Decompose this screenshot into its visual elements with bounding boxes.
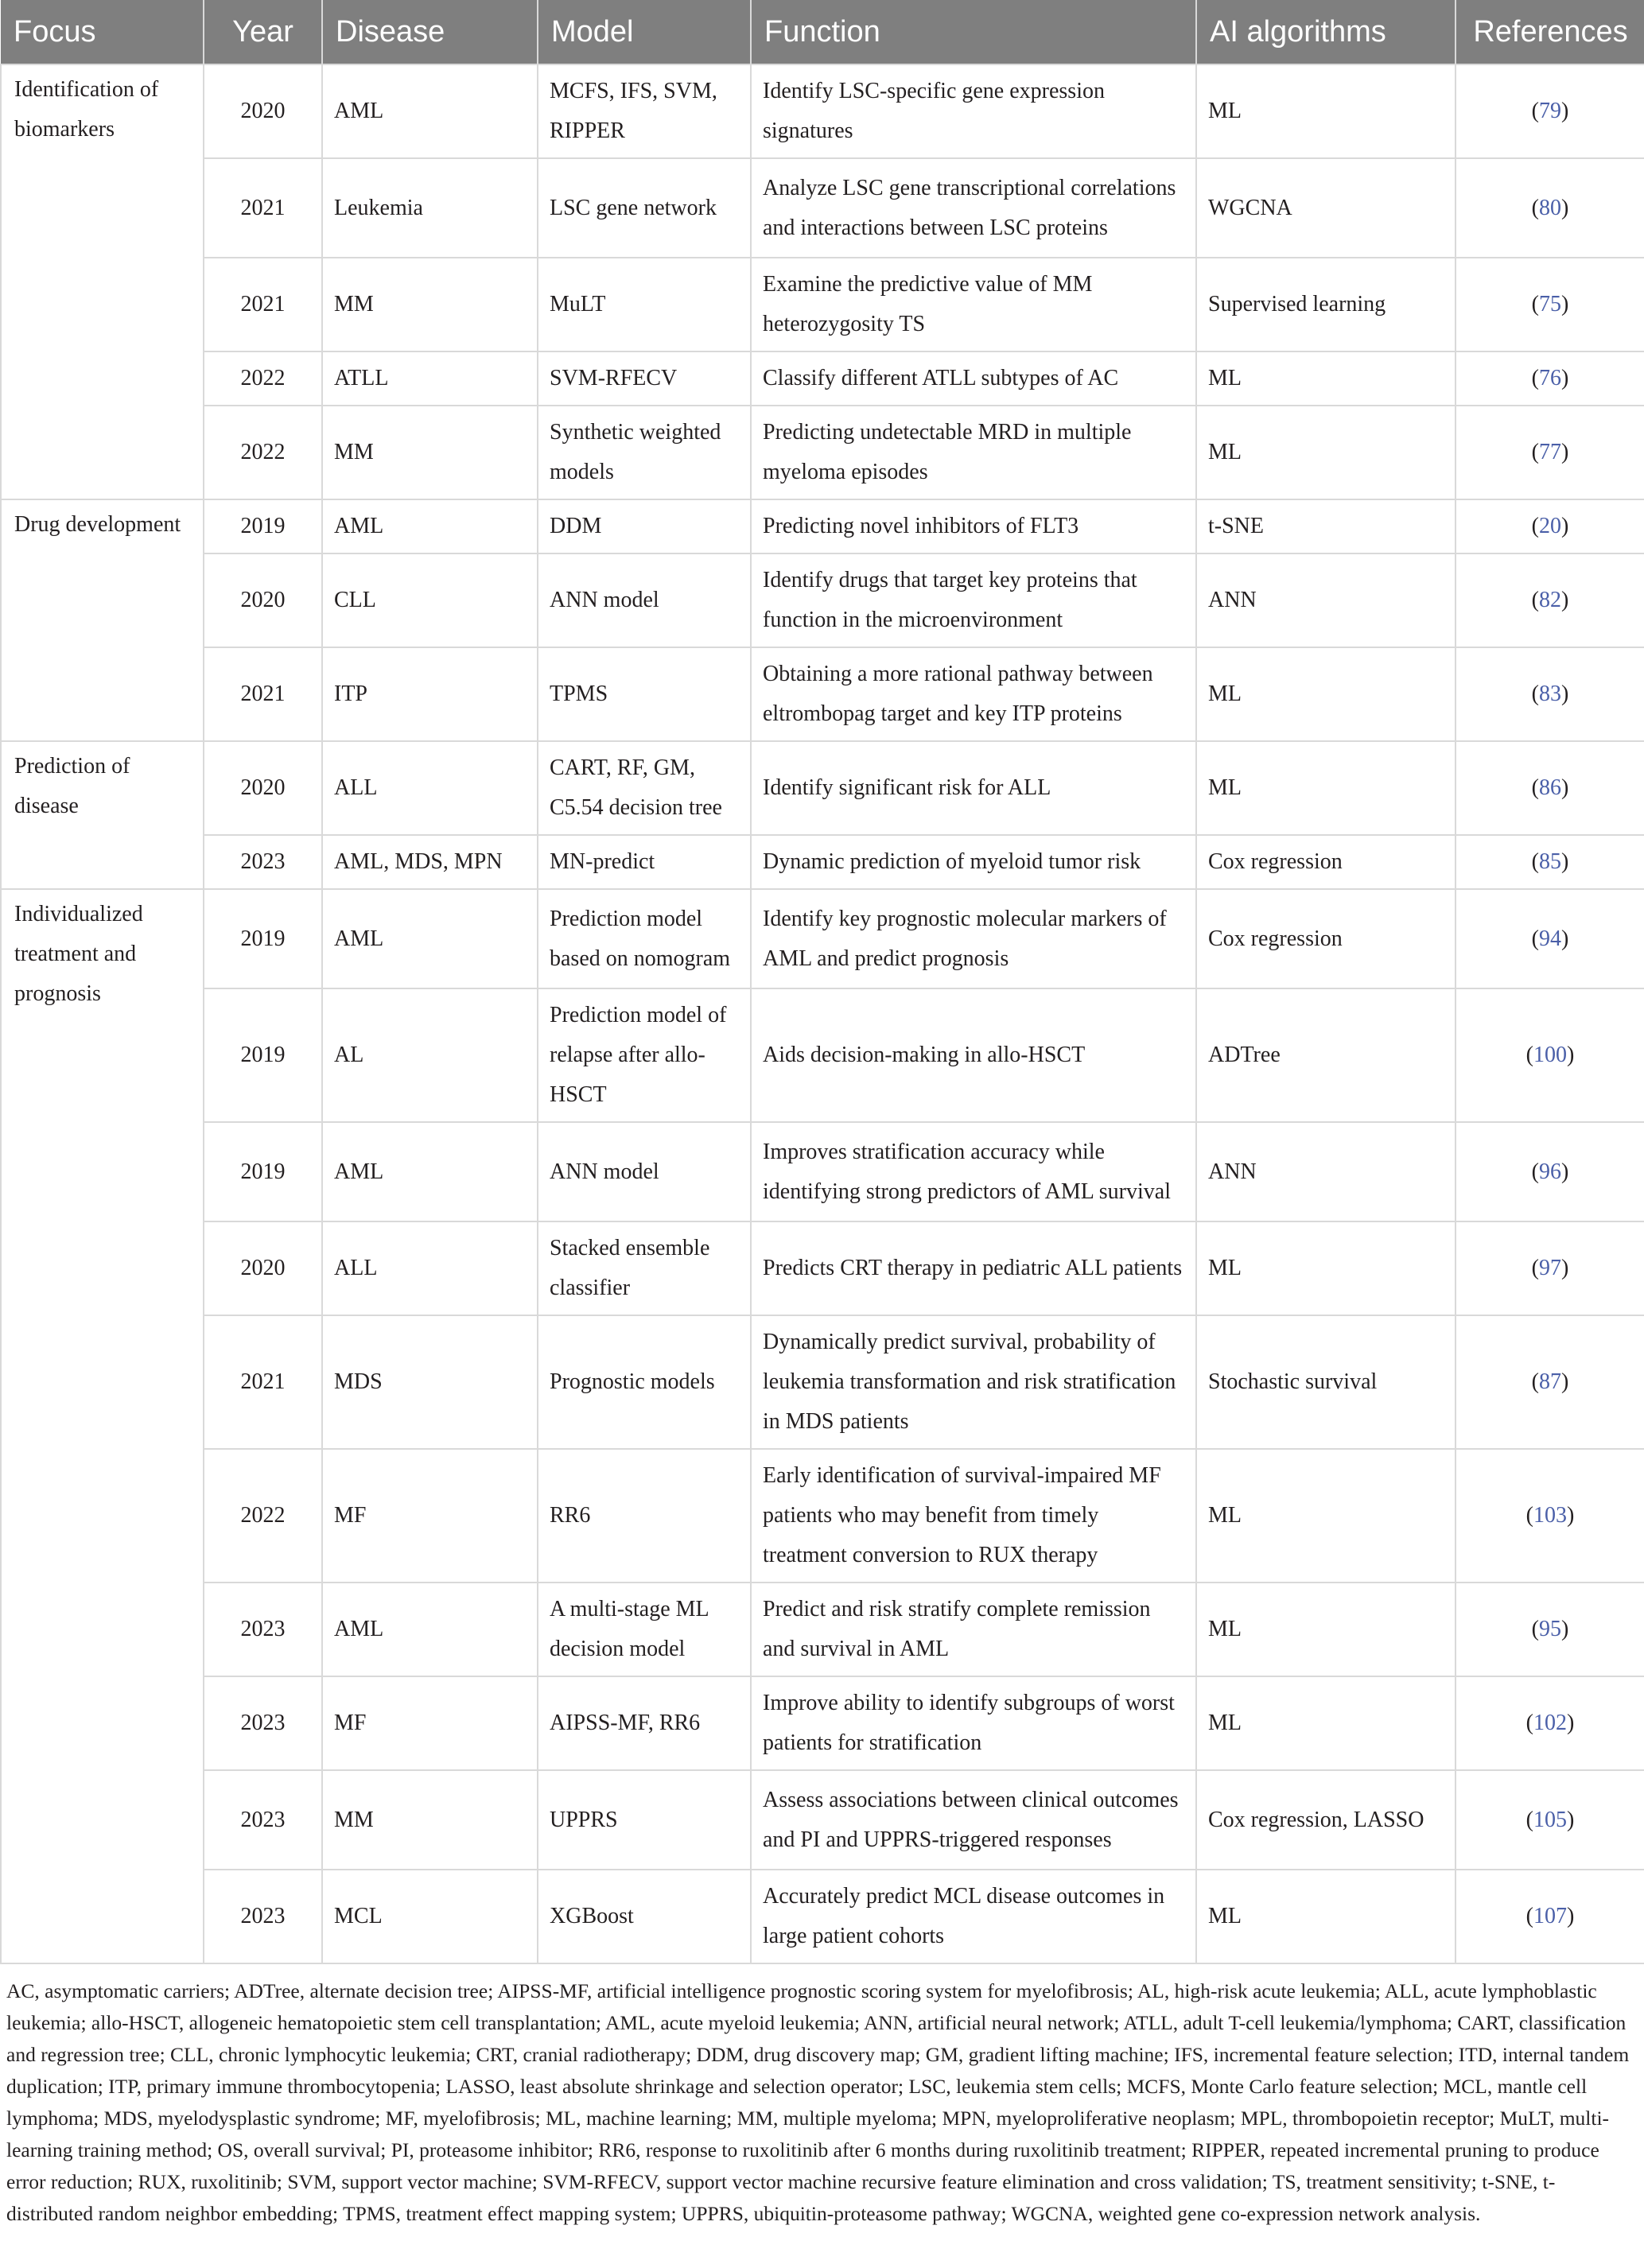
table-row (1, 499, 1644, 553)
reference-cell: (102) (1456, 1676, 1644, 1770)
function-cell: Improves stratification accuracy while identifying strong predictors of AML survival (751, 1122, 1196, 1221)
table-row (1, 158, 1644, 258)
disease-cell: AL (322, 988, 538, 1122)
model-cell: DDM (538, 499, 751, 553)
reference-link[interactable]: 100 (1533, 1043, 1567, 1067)
reference-cell: (83) (1456, 647, 1644, 741)
year-cell: 2020 (204, 1221, 322, 1315)
disease-cell: Leukemia (322, 158, 538, 258)
disease-cell: MDS (322, 1315, 538, 1449)
disease-cell: AML (322, 1583, 538, 1676)
footnote-abbreviations: AC, asymptomatic carriers; ADTree, alternate decision tree; AIPSS-MF, artificial intelligence prognostic scoring system for myelofibrosis; AL, high-risk acute leukemia; ALL, acute lymphoblastic leukemia; allo-HSCT, allogeneic hematopoietic stem cell transplantation; AML, acute myeloid leukemia; ANN, artificial neural network; ATLL, adult T-cell leukemia/lymphoma; CART, classification and regression tree; CLL, chronic lymphocytic leukemia; CRT, cranial radiotherapy; DDM, drug discovery map; GM, gradient lifting machine; IFS, incremental feature selection; ITD, internal tandem duplication; ITP, primary immune thrombocytopenia; LASSO, least absolute shrinkage and selection operator; LSC, leukemia stem cells; MCFS, Monte Carlo feature selection; MCL, mantle cell lymphoma; MDS, myelodysplastic syndrome; MF, myelofibrosis; ML, machine learning; MM, multiple myeloma; MPN, myeloproliferative neoplasm; MPL, thrombopoietin receptor; MuLT, multi-learning training method; OS, overall survival; PI, proteasome inhibitor; RR6, response to ruxolitinib after 6 months during ruxolitinib treatment; RIPPER, repeated incremental pruning to produce error reduction; RUX, ruxolitinib; SVM, support vector machine; SVM-RFECV, support vector machine recursive feature elimination and cross validation; TS, treatment sensitivity; t-SNE, t-distributed random neighbor embedding; TPMS, treatment effect mapping system; UPPRS, ubiquitin-proteasome pathway; WGCNA, weighted gene co-expression network analysis. (6, 1979, 1630, 2225)
ai-algorithm-cell: ML (1196, 1583, 1456, 1676)
disease-cell: MM (322, 1770, 538, 1870)
function-cell: Analyze LSC gene transcriptional correlations and interactions between LSC proteins (751, 158, 1196, 258)
reference-link[interactable]: 87 (1539, 1369, 1561, 1394)
reference-link[interactable]: 77 (1539, 440, 1561, 464)
reference-cell: (76) (1456, 351, 1644, 406)
function-cell: Identify LSC-specific gene expression signatures (751, 64, 1196, 158)
disease-cell: AML (322, 64, 538, 158)
year-cell: 2023 (204, 1770, 322, 1870)
table-row (1, 258, 1644, 351)
year-cell: 2023 (204, 1583, 322, 1676)
reference-cell: (85) (1456, 835, 1644, 889)
function-cell: Obtaining a more rational pathway between eltrombopag target and key ITP proteins (751, 647, 1196, 741)
function-cell: Improve ability to identify subgroups of worst patients for stratification (751, 1676, 1196, 1770)
ai-algorithm-cell: ML (1196, 64, 1456, 158)
disease-cell: ALL (322, 741, 538, 835)
year-cell: 2020 (204, 741, 322, 835)
reference-cell: (79) (1456, 64, 1644, 158)
ai-algorithm-cell: Supervised learning (1196, 258, 1456, 351)
model-cell: A multi-stage ML decision model (538, 1583, 751, 1676)
reference-cell: (107) (1456, 1870, 1644, 1963)
reference-cell: (103) (1456, 1449, 1644, 1583)
ai-algorithm-cell: ML (1196, 406, 1456, 499)
reference-link[interactable]: 94 (1539, 926, 1561, 951)
reference-cell: (94) (1456, 889, 1644, 988)
model-cell: Prognostic models (538, 1315, 751, 1449)
function-cell: Identify key prognostic molecular markers of AML and predict prognosis (751, 889, 1196, 988)
model-cell: MN-predict (538, 835, 751, 889)
table-row (1, 835, 1644, 889)
model-cell: MuLT (538, 258, 751, 351)
reference-cell: (97) (1456, 1221, 1644, 1315)
reference-link[interactable]: 83 (1539, 682, 1561, 706)
function-cell: Predicting undetectable MRD in multiple myeloma episodes (751, 406, 1196, 499)
ai-algorithm-cell: ANN (1196, 1122, 1456, 1221)
model-cell: XGBoost (538, 1870, 751, 1963)
function-cell: Accurately predict MCL disease outcomes in large patient cohorts (751, 1870, 1196, 1963)
function-cell: Classify different ATLL subtypes of AC (751, 351, 1196, 406)
reference-link[interactable]: 79 (1539, 99, 1561, 123)
year-cell: 2023 (204, 835, 322, 889)
col-header-ai-algorithms: AI algorithms (1196, 0, 1456, 64)
table-row (1, 889, 1644, 988)
table-row (1, 406, 1644, 499)
reference-cell: (82) (1456, 553, 1644, 647)
function-cell: Predict and risk stratify complete remission and survival in AML (751, 1583, 1196, 1676)
year-cell: 2023 (204, 1870, 322, 1963)
model-cell: SVM-RFECV (538, 351, 751, 406)
year-cell: 2019 (204, 1122, 322, 1221)
year-cell: 2021 (204, 258, 322, 351)
year-cell: 2020 (204, 553, 322, 647)
ai-algorithm-cell: ML (1196, 1870, 1456, 1963)
function-cell: Identify significant risk for ALL (751, 741, 1196, 835)
disease-cell: MF (322, 1449, 538, 1583)
ai-algorithm-cell: ADTree (1196, 988, 1456, 1122)
function-cell: Examine the predictive value of MM heterozygosity TS (751, 258, 1196, 351)
reference-cell: (20) (1456, 499, 1644, 553)
reference-cell: (87) (1456, 1315, 1644, 1449)
table-row (1, 1221, 1644, 1315)
function-cell: Assess associations between clinical outcomes and PI and UPPRS-triggered responses (751, 1770, 1196, 1870)
ai-algorithm-cell: Cox regression (1196, 835, 1456, 889)
focus-cell: Prediction of disease (1, 741, 204, 889)
reference-link[interactable]: 76 (1539, 366, 1561, 390)
disease-cell: ITP (322, 647, 538, 741)
function-cell: Predicts CRT therapy in pediatric ALL patients (751, 1221, 1196, 1315)
disease-cell: MF (322, 1676, 538, 1770)
model-cell: RR6 (538, 1449, 751, 1583)
table-row (1, 1870, 1644, 1963)
reference-link[interactable]: 82 (1539, 588, 1561, 612)
reference-cell: (77) (1456, 406, 1644, 499)
table-row (1, 1449, 1644, 1583)
disease-cell: AML, MDS, MPN (322, 835, 538, 889)
reference-cell: (100) (1456, 988, 1644, 1122)
table-body (1, 64, 1644, 1963)
ai-algorithm-cell: ANN (1196, 553, 1456, 647)
disease-cell: CLL (322, 553, 538, 647)
reference-link[interactable]: 103 (1533, 1503, 1567, 1528)
ai-algorithm-cell: ML (1196, 1221, 1456, 1315)
reference-link[interactable]: 96 (1539, 1159, 1561, 1184)
reference-cell: (80) (1456, 158, 1644, 258)
ai-algorithm-cell: ML (1196, 647, 1456, 741)
reference-cell: (105) (1456, 1770, 1644, 1870)
reference-cell: (95) (1456, 1583, 1644, 1676)
model-cell: Prediction model based on nomogram (538, 889, 751, 988)
year-cell: 2019 (204, 988, 322, 1122)
table-row (1, 553, 1644, 647)
focus-cell: Drug development (1, 499, 204, 741)
table-row (1, 1315, 1644, 1449)
header-row (1, 0, 1644, 64)
function-cell: Identify drugs that target key proteins that function in the microenvironment (751, 553, 1196, 647)
col-header-model: Model (538, 0, 751, 64)
function-cell: Aids decision-making in allo-HSCT (751, 988, 1196, 1122)
model-cell: MCFS, IFS, SVM, RIPPER (538, 64, 751, 158)
year-cell: 2022 (204, 406, 322, 499)
disease-cell: MCL (322, 1870, 538, 1963)
model-cell: UPPRS (538, 1770, 751, 1870)
ai-algorithm-cell: WGCNA (1196, 158, 1456, 258)
col-header-disease: Disease (322, 0, 538, 64)
col-header-references: References (1456, 0, 1644, 64)
reference-link[interactable]: 97 (1539, 1256, 1561, 1280)
model-cell: Prediction model of relapse after allo-HSCT (538, 988, 751, 1122)
disease-cell: MM (322, 258, 538, 351)
focus-cell: Individualized treatment and prognosis (1, 889, 204, 1963)
disease-cell: MM (322, 406, 538, 499)
table-row (1, 1770, 1644, 1870)
function-cell: Dynamically predict survival, probability of leukemia transformation and risk stratification in MDS patients (751, 1315, 1196, 1449)
function-cell: Early identification of survival-impaired MF patients who may benefit from timely treatment conversion to RUX therapy (751, 1449, 1196, 1583)
ai-algorithm-cell: ML (1196, 741, 1456, 835)
disease-cell: AML (322, 1122, 538, 1221)
year-cell: 2021 (204, 1315, 322, 1449)
ai-algorithm-cell: ML (1196, 351, 1456, 406)
year-cell: 2021 (204, 158, 322, 258)
reference-link[interactable]: 105 (1533, 1807, 1567, 1832)
ai-algorithm-cell: Cox regression, LASSO (1196, 1770, 1456, 1870)
table-row (1, 351, 1644, 406)
year-cell: 2023 (204, 1676, 322, 1770)
reference-link[interactable]: 102 (1533, 1711, 1567, 1735)
function-cell: Predicting novel inhibitors of FLT3 (751, 499, 1196, 553)
table-row (1, 647, 1644, 741)
model-cell: LSC gene network (538, 158, 751, 258)
col-header-focus: Focus (1, 0, 204, 64)
ai-algorithm-cell: Stochastic survival (1196, 1315, 1456, 1449)
reference-link[interactable]: 20 (1539, 514, 1561, 538)
model-cell: Stacked ensemble classifier (538, 1221, 751, 1315)
ai-algorithm-cell: Cox regression (1196, 889, 1456, 988)
disease-cell: ALL (322, 1221, 538, 1315)
table-row (1, 741, 1644, 835)
table-row (1, 988, 1644, 1122)
model-cell: AIPSS-MF, RR6 (538, 1676, 751, 1770)
focus-cell: Identification of biomarkers (1, 64, 204, 499)
function-cell: Dynamic prediction of myeloid tumor risk (751, 835, 1196, 889)
ai-algorithm-cell: t-SNE (1196, 499, 1456, 553)
table-row (1, 1122, 1644, 1221)
reference-link[interactable]: 80 (1539, 195, 1561, 220)
model-cell: Synthetic weighted models (538, 406, 751, 499)
reference-cell: (75) (1456, 258, 1644, 351)
reference-link[interactable]: 86 (1539, 775, 1561, 800)
table-row (1, 1583, 1644, 1676)
model-cell: CART, RF, GM, C5.54 decision tree (538, 741, 751, 835)
reference-link[interactable]: 107 (1533, 1904, 1567, 1928)
model-cell: ANN model (538, 553, 751, 647)
disease-cell: AML (322, 499, 538, 553)
reference-link[interactable]: 95 (1539, 1617, 1561, 1641)
model-cell: TPMS (538, 647, 751, 741)
ai-algorithm-cell: ML (1196, 1676, 1456, 1770)
table-row (1, 64, 1644, 158)
year-cell: 2022 (204, 1449, 322, 1583)
year-cell: 2020 (204, 64, 322, 158)
table-row (1, 1676, 1644, 1770)
year-cell: 2022 (204, 351, 322, 406)
year-cell: 2019 (204, 499, 322, 553)
reference-link[interactable]: 75 (1539, 292, 1561, 317)
col-header-year: Year (204, 0, 322, 64)
reference-cell: (96) (1456, 1122, 1644, 1221)
model-cell: ANN model (538, 1122, 751, 1221)
year-cell: 2019 (204, 889, 322, 988)
col-header-function: Function (751, 0, 1196, 64)
disease-cell: ATLL (322, 351, 538, 406)
reference-cell: (86) (1456, 741, 1644, 835)
ai-algorithm-cell: ML (1196, 1449, 1456, 1583)
disease-cell: AML (322, 889, 538, 988)
reference-link[interactable]: 85 (1539, 849, 1561, 874)
year-cell: 2021 (204, 647, 322, 741)
